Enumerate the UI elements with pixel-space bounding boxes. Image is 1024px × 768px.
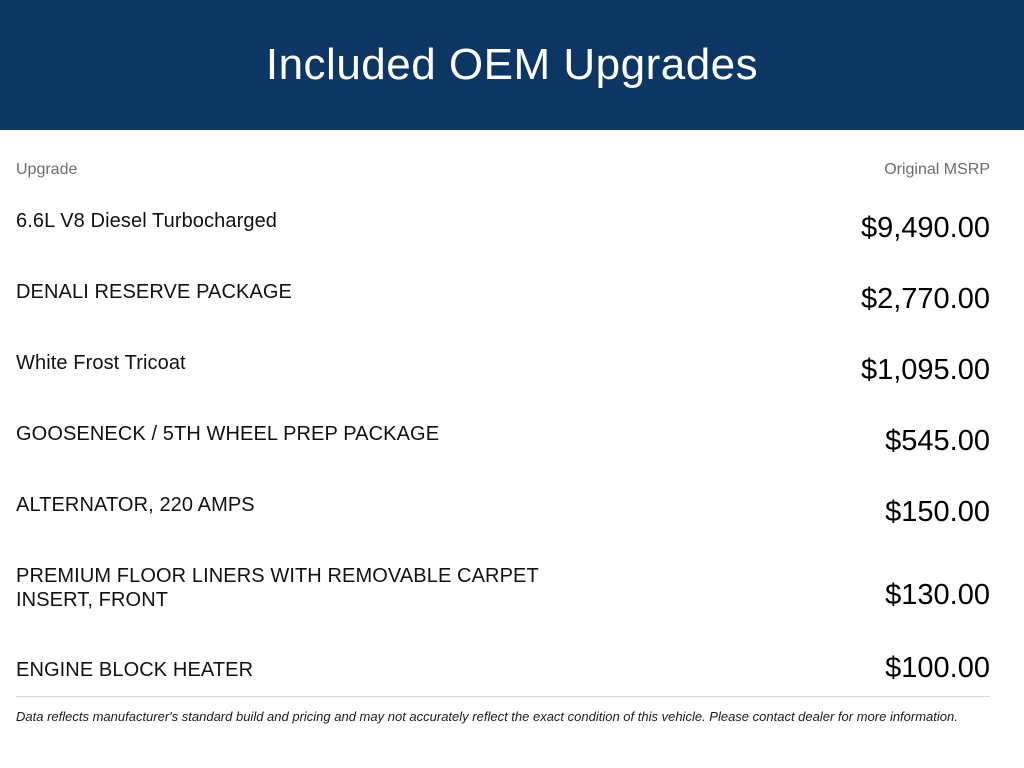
upgrade-msrp: $150.00 bbox=[885, 496, 990, 528]
upgrade-msrp: $130.00 bbox=[885, 578, 990, 611]
upgrade-msrp: $545.00 bbox=[885, 425, 990, 457]
upgrade-name: ENGINE BLOCK HEATER bbox=[16, 659, 254, 681]
table-header-row bbox=[16, 161, 990, 179]
table-row bbox=[16, 642, 990, 694]
column-header-upgrade: Upgrade bbox=[16, 161, 78, 178]
table-row bbox=[16, 264, 990, 335]
table-row bbox=[16, 548, 990, 642]
page-title: Included OEM Upgrades bbox=[265, 40, 759, 89]
upgrade-name: ALTERNATOR, 220 AMPS bbox=[16, 494, 255, 516]
table-row bbox=[16, 477, 990, 548]
table-row bbox=[16, 193, 990, 264]
disclaimer-text: Data reflects manufacturer's standard build and pricing and may not accurately reflect the exact condition of this vehicle. Please contact dealer for more information. bbox=[16, 709, 958, 724]
upgrade-msrp: $100.00 bbox=[885, 651, 990, 684]
upgrade-msrp: $9,490.00 bbox=[860, 212, 990, 244]
footer-divider bbox=[16, 696, 990, 697]
table-body bbox=[16, 193, 990, 694]
column-header-msrp: Original MSRP bbox=[884, 161, 990, 178]
upgrades-table bbox=[0, 161, 1024, 725]
upgrade-name: PREMIUM FLOOR LINERS WITH REMOVABLE CARPET INSERT, FRONT bbox=[16, 565, 539, 611]
upgrade-name: 6.6L V8 Diesel Turbocharged bbox=[16, 210, 278, 232]
table-row bbox=[16, 335, 990, 406]
upgrade-name: GOOSENECK / 5TH WHEEL PREP PACKAGE bbox=[16, 423, 440, 445]
header-banner bbox=[0, 0, 1024, 130]
upgrade-msrp: $2,770.00 bbox=[860, 283, 990, 315]
upgrade-name: DENALI RESERVE PACKAGE bbox=[16, 281, 292, 303]
upgrade-msrp: $1,095.00 bbox=[860, 354, 990, 386]
table-row bbox=[16, 406, 990, 477]
upgrade-name: White Frost Tricoat bbox=[16, 352, 186, 374]
